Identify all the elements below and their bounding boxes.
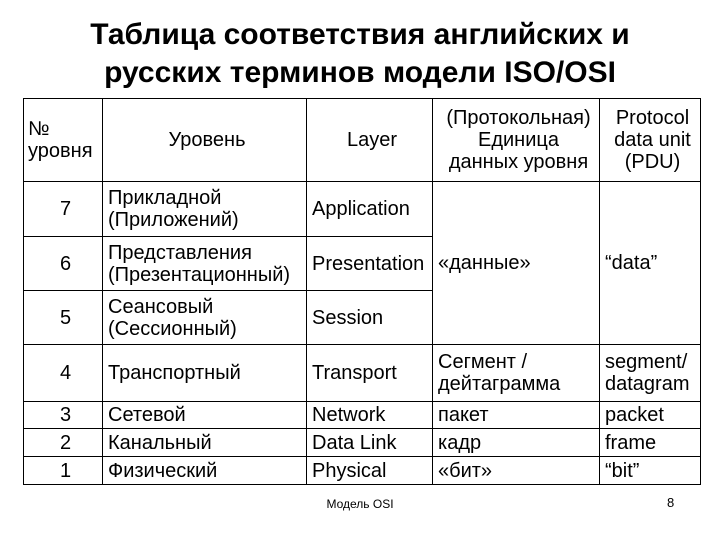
pdu-transport-english: segment/ datagram — [600, 345, 701, 402]
pdu-data-russian: «данные» — [433, 182, 600, 345]
slide-title — [0, 16, 720, 92]
pdu-network-english: packet — [600, 402, 701, 429]
header-level: Уровень — [103, 99, 307, 182]
header-layer: Layer — [307, 99, 433, 182]
footer-title: Модель OSI — [326, 497, 394, 511]
title-line-1: Таблица соответствия английских и — [90, 18, 630, 51]
layer-name: Network — [307, 402, 433, 429]
level-number: 6 — [24, 237, 103, 291]
pdu-transport-russian: Сегмент / дейтаграмма — [433, 345, 600, 402]
pdu-network-russian: пакет — [433, 402, 600, 429]
level-name: Прикладной (Приложений) — [103, 182, 307, 237]
layer-name: Presentation — [307, 237, 433, 291]
table-row — [24, 429, 701, 457]
level-name: Представления (Презентационный) — [103, 237, 307, 291]
layer-name: Application — [307, 182, 433, 237]
table-row — [24, 402, 701, 429]
level-name: Транспортный — [103, 345, 307, 402]
level-number: 1 — [24, 457, 103, 485]
level-name: Сетевой — [103, 402, 307, 429]
table-row — [24, 457, 701, 485]
pdu-datalink-russian: кадр — [433, 429, 600, 457]
pdu-datalink-english: frame — [600, 429, 701, 457]
pdu-physical-english: “bit” — [600, 457, 701, 485]
table-row — [24, 345, 701, 402]
level-number: 3 — [24, 402, 103, 429]
layer-name: Physical — [307, 457, 433, 485]
level-name: Сеансовый (Сессионный) — [103, 291, 307, 345]
layer-name: Session — [307, 291, 433, 345]
header-pdu-russian: (Протокольная) Единица данных уровня — [433, 99, 600, 182]
table-row — [24, 182, 701, 237]
header-pdu-english: Protocol data unit (PDU) — [600, 99, 701, 182]
layer-name: Transport — [307, 345, 433, 402]
header-level-number: № уровня — [24, 99, 103, 182]
level-name: Физический — [103, 457, 307, 485]
osi-terms-table — [23, 98, 701, 485]
level-number: 5 — [24, 291, 103, 345]
level-name: Канальный — [103, 429, 307, 457]
layer-name: Data Link — [307, 429, 433, 457]
level-number: 2 — [24, 429, 103, 457]
level-number: 7 — [24, 182, 103, 237]
title-line-2: русских терминов модели ISO/OSI — [104, 56, 616, 89]
page-number: 8 — [667, 495, 675, 510]
level-number: 4 — [24, 345, 103, 402]
pdu-physical-russian: «бит» — [433, 457, 600, 485]
pdu-data-english: “data” — [600, 182, 701, 345]
header-row — [24, 99, 701, 182]
